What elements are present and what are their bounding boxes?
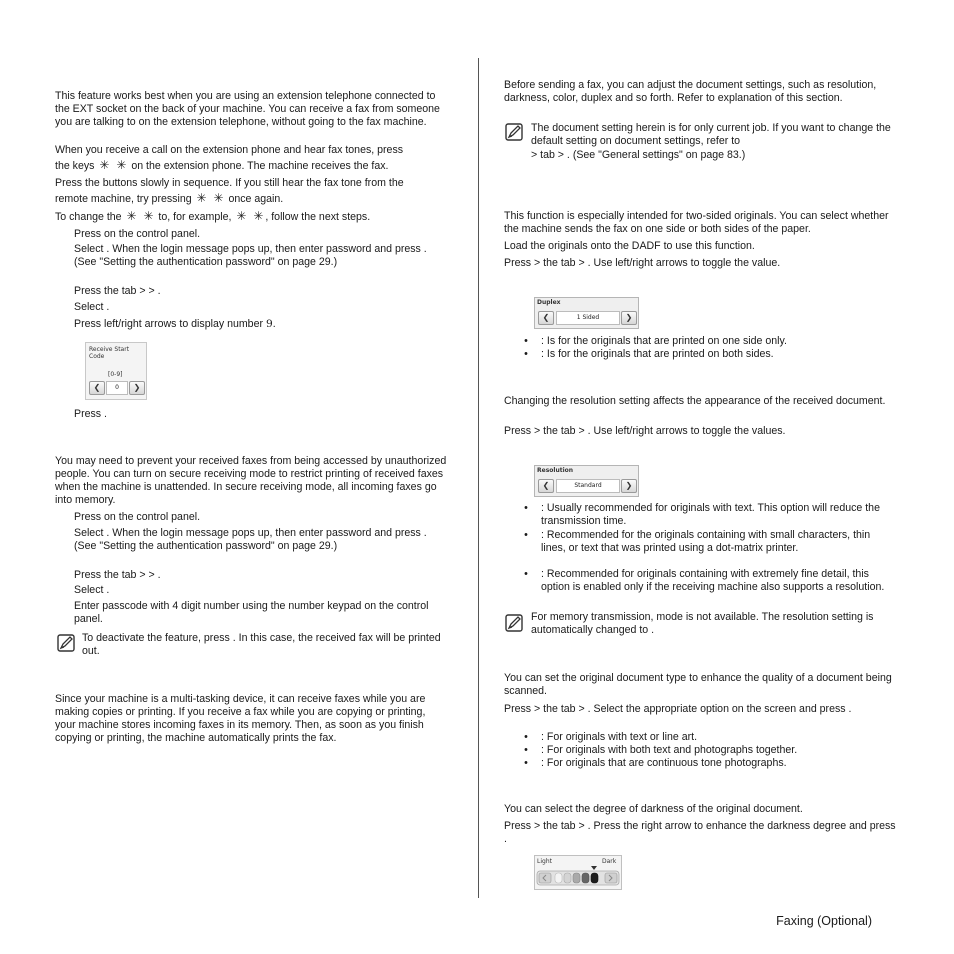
bullet: •: [524, 757, 528, 769]
resolution-bullet-1: : Usually recommended for originals with text. This option will reduce the transmission time.: [541, 502, 880, 527]
receive-start-code-range: [0-9]: [108, 371, 123, 378]
doc-settings-intro: Before sending a fax, you can adjust the document settings, such as resolution, darkness, color, duplex and so forth. Refer to explanation of this section.: [504, 79, 877, 104]
bullet: •: [524, 744, 528, 756]
resolution-bullet-3: : Recommended for originals containing with extremely fine detail, this option is enabled only if the receiving machine also supports a resolution.: [541, 568, 885, 593]
note-memory-transmission: For memory transmission, mode is not available. The resolution setting is automatically changed to .: [531, 611, 874, 636]
star-key-icon: ✳: [213, 191, 224, 205]
duplex-bullet-1: : Is for the originals that are printed on one side only.: [541, 335, 787, 347]
duplex-press: Press > the tab > . Use left/right arrows to toggle the value.: [504, 257, 781, 269]
original-type-press: Press > the tab > . Select the appropriate option on the screen and press .: [504, 703, 852, 715]
duplex-label: Duplex: [537, 299, 561, 306]
duplex-intro: This function is especially intended for two-sided originals. You can select whether the machine sends the fax on one side or both sides of the paper.: [504, 210, 889, 235]
note-icon: [505, 123, 523, 141]
right-arrow-icon[interactable]: ❯: [129, 381, 145, 395]
column-divider: [478, 58, 479, 898]
left-arrow-icon[interactable]: ❮: [538, 311, 554, 325]
secure-step-4: Select .: [74, 584, 110, 596]
star-key-icon: ✳: [99, 158, 110, 172]
extension-tones-line2: the keys ✳ ✳ on the extension phone. The machine receives the fax.: [55, 158, 389, 172]
duplex-bullet-2: : Is for the originals that are printed on both sides.: [541, 348, 774, 360]
slow-press-line1: Press the buttons slowly in sequence. If you still hear the fax tone from the: [55, 177, 404, 189]
resolution-label: Resolution: [537, 467, 574, 474]
star-key-icon: ✳: [236, 209, 247, 223]
multitask-text: Since your machine is a multi-tasking device, it can receive faxes while you are making copies or printing. If you receive a fax while you are copying or printing, your machine stores incoming faxes in its memory. Then, as soon as you finish copying or printing, the machine automatically prints the fax.: [55, 693, 426, 744]
type-bullet-3: : For originals that are continuous tone photographs.: [541, 757, 787, 769]
extension-intro: This feature works best when you are using an extension telephone connected to the EXT socket on the back of your machine. You can receive a fax from someone you are talking to on the extension telephone, without going to the fax machine.: [55, 90, 440, 128]
step-1: Press on the control panel.: [74, 228, 201, 240]
right-arrow-icon[interactable]: ❯: [621, 311, 637, 325]
bullet: •: [524, 731, 528, 743]
step-4: Select .: [74, 301, 110, 313]
type-bullet-1: : For originals with text or line art.: [541, 731, 698, 743]
resolution-value: Standard: [556, 479, 620, 493]
duplex-setting-panel: [534, 297, 639, 329]
star-key-icon: ✳: [116, 158, 127, 172]
star-key-icon: ✳: [143, 209, 154, 223]
original-type-intro: You can set the original document type to enhance the quality of a document being scanned.: [504, 672, 892, 697]
left-arrow-icon[interactable]: ❮: [89, 381, 105, 395]
bullet: •: [524, 568, 528, 580]
star-key-icon: ✳: [196, 191, 207, 205]
note-icon: [505, 614, 523, 632]
step-5: Press left/right arrows to display number 9.: [74, 318, 276, 330]
star-key-icon: ✳: [253, 209, 264, 223]
bullet: •: [524, 348, 528, 360]
resolution-setting-panel: [534, 465, 639, 497]
bullet: •: [524, 529, 528, 541]
right-arrow-icon[interactable]: ❯: [621, 479, 637, 493]
darkness-setting-panel: [534, 855, 622, 890]
receive-start-code-title: Receive Start Code: [89, 346, 130, 360]
darkness-dark-label: Dark: [602, 858, 617, 865]
secure-step-1: Press on the control panel.: [74, 511, 201, 523]
step-6: Press .: [74, 408, 107, 420]
note-doc-setting-a: The document setting herein is for only current job. If you want to change the default setting on document settings, refer to: [531, 122, 891, 147]
bullet: •: [524, 502, 528, 514]
extension-tones-line1: When you receive a call on the extension phone and hear fax tones, press: [55, 144, 404, 156]
darkness-light-label: Light: [537, 858, 552, 865]
page-footer: Faxing (Optional): [776, 914, 872, 928]
secure-step-5: Enter passcode with 4 digit number using the number keypad on the control panel.: [74, 600, 429, 625]
duplex-load: Load the originals onto the DADF to use this function.: [504, 240, 755, 252]
step-3: Press the tab > > .: [74, 285, 161, 297]
secure-step-2: Select . When the login message pops up, then enter password and press . (See "Setting the authentication password" on page 29.): [74, 527, 427, 552]
change-code-line: To change the ✳ ✳ to, for example, ✳ ✳ , follow the next steps.: [55, 209, 371, 223]
left-arrow-icon[interactable]: ❮: [538, 479, 554, 493]
bullet: •: [524, 335, 528, 347]
darkness-level-icon[interactable]: [536, 865, 620, 887]
type-bullet-2: : For originals with both text and photographs together.: [541, 744, 798, 756]
note-doc-setting-b: > tab > . (See "General settings" on page 83.): [531, 149, 746, 161]
secure-receive-intro: You may need to prevent your received faxes from being accessed by unauthorized people. You can turn on secure receiving mode to restrict printing of received faxes when the machine is unattended. In secure receiving mode, all incoming faxes go into memory.: [55, 455, 447, 506]
receive-start-code-value: 0: [106, 381, 128, 395]
slow-press-line2: remote machine, try pressing ✳ ✳ once again.: [55, 191, 284, 205]
secure-step-3: Press the tab > > .: [74, 569, 161, 581]
resolution-press: Press > the tab > . Use left/right arrows to toggle the values.: [504, 425, 786, 437]
darkness-press: Press > the tab > . Press the right arrow to enhance the darkness degree and press .: [504, 820, 896, 845]
star-key-icon: ✳: [126, 209, 137, 223]
resolution-bullet-2: : Recommended for the originals containing with small characters, thin lines, or text that was printed using a dot-matrix printer.: [541, 529, 871, 554]
step-2: Select . When the login message pops up, then enter password and press . (See "Setting the authentication password" on page 29.): [74, 243, 427, 268]
resolution-intro: Changing the resolution setting affects the appearance of the received document.: [504, 395, 886, 407]
note-deactivate: To deactivate the feature, press . In this case, the received fax will be printed out.: [82, 632, 441, 657]
darkness-intro: You can select the degree of darkness of the original document.: [504, 803, 803, 815]
duplex-value: 1 Sided: [556, 311, 620, 325]
note-icon: [57, 634, 75, 652]
receive-start-code-panel: [85, 342, 147, 400]
